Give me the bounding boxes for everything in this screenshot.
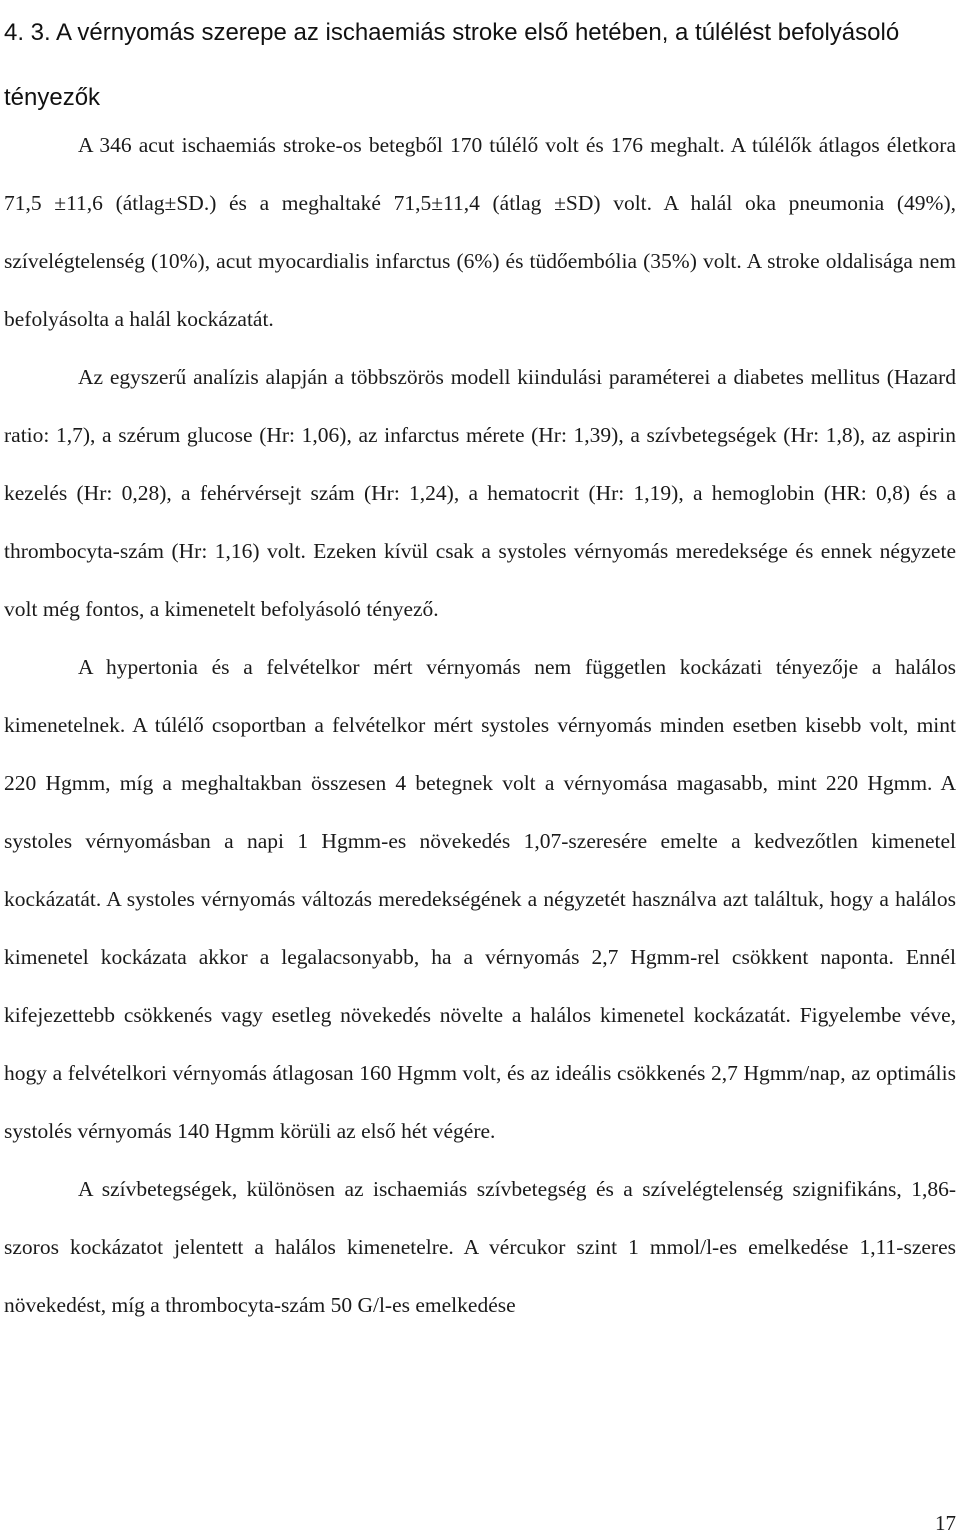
paragraph-blood-pressure: A hypertonia és a felvételkor mért vérnyomás nem független kockázati tényezője a halálos kimenetelnek. A túlélő csoportban a felvételkor mért systoles vérnyomás minden esetben kisebb volt, mint 220 Hgmm, míg a meghaltakban összesen 4 betegnek volt a vérnyomása magasabb, mint 220 Hgmm. A systoles vérnyomásban a napi 1 Hgmm-es növekedés 1,07-szeresére emelte a kedvezőtlen kimenetel kockázatát. A systoles vérnyomás változás meredekségének a négyzetét használva azt találtuk, hogy a halálos kimenetel kockázata akkor a legalacsonyabb, ha a vérnyomás 2,7 Hgmm-rel csökkent naponta. Ennél kifejezettebb csökkenés vagy esetleg növekedés növelte a halálos kimenetel kockázatát. Figyelembe véve, hogy a felvételkori vérnyomás átlagosan 160 Hgmm volt, és az ideális csökkenés 2,7 Hgmm/nap, az optimális systolés vérnyomás 140 Hgmm körüli az első hét végére. xyxy=(4,655,956,1143)
paragraph-heart-disease: A szívbetegségek, különösen az ischaemiás szívbetegség és a szívelégtelenség szignifikáns, 1,86-szoros kockázatot jelentett a halálos kimenetelre. A vércukor szint 1 mmol/l-es emelkedése 1,11-szeres növekedést, míg a thrombocyta-szám 50 G/l-es emelkedése xyxy=(4,1177,956,1317)
body-text xyxy=(4,116,956,1334)
paragraph-hazard-ratios: Az egyszerű analízis alapján a többszörös modell kiindulási paraméterei a diabetes mellitus (Hazard ratio: 1,7), a szérum glucose (Hr: 1,06), az infarctus mérete (Hr: 1,39), a szívbetegségek (Hr: 1,8), az aspirin kezelés (Hr: 0,28), a fehérvérsejt szám (Hr: 1,24), a hematocrit (Hr: 1,19), a hemoglobin (HR: 0,8) és a thrombocyta-szám (Hr: 1,16) volt. Ezeken kívül csak a systoles vérnyomás meredeksége és ennek négyzete volt még fontos, a kimenetelt befolyásoló tényező. xyxy=(4,365,956,621)
paragraph-survival-stats: A 346 acut ischaemiás stroke-os betegből 170 túlélő volt és 176 meghalt. A túlélők átlagos életkora 71,5 ±11,6 (átlag±SD.) és a meghaltaké 71,5±11,4 (átlag ±SD) volt. A halál oka pneumonia (49%), szívelégtelenség (10%), acut myocardialis infarctus (6%) és tüdőembólia (35%) volt. A stroke oldalisága nem befolyásolta a halál kockázatát. xyxy=(4,133,956,331)
section-heading: 4. 3. A vérnyomás szerepe az ischaemiás stroke első hetében, a túlélést befolyásoló tényezők xyxy=(4,19,900,111)
page-number: 17 xyxy=(935,1511,956,1535)
